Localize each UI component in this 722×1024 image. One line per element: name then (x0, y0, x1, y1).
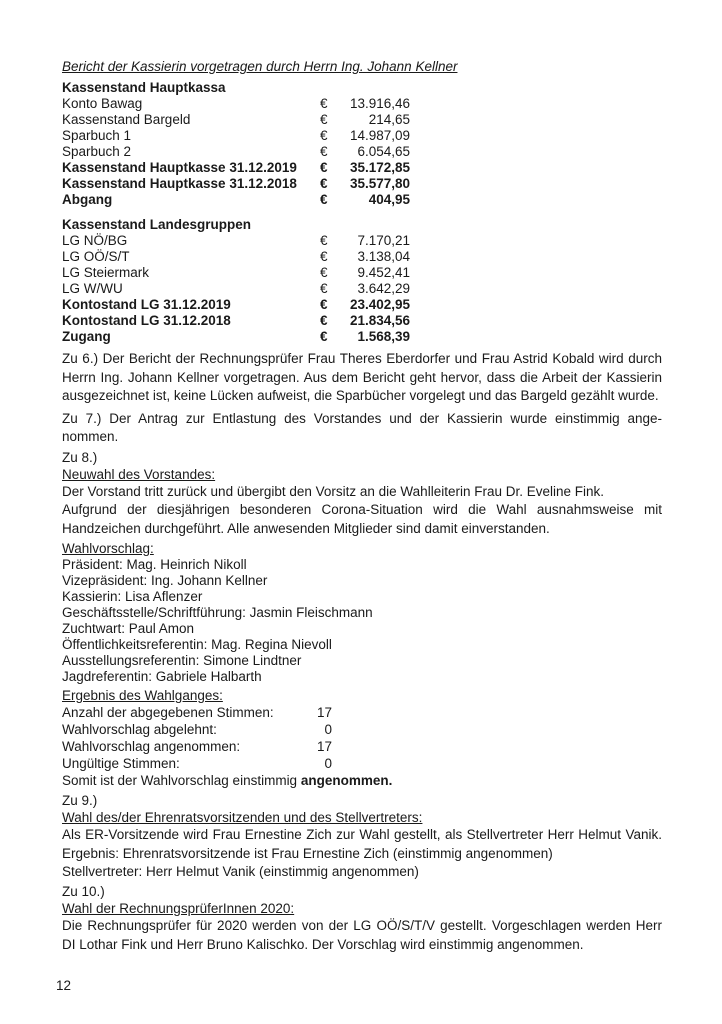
list-item-oeffentlichkeitsreferentin: Öffentlichkeitsreferentin: Mag. Regina Nievoll (62, 637, 332, 652)
currency-symbol: € (320, 265, 328, 280)
fin-row (62, 233, 662, 249)
fin-section-landesgruppen (62, 216, 662, 345)
section-heading-rechnungspruefer: Wahl der RechnungsprüferInnen 2020: (62, 901, 295, 916)
fin-row (62, 96, 662, 112)
fin-row-label: Zugang (62, 329, 111, 344)
fin-heading-landesgruppen: Kassenstand Landesgruppen (62, 217, 252, 232)
currency-symbol: € (320, 160, 328, 175)
vote-label: Wahlvorschlag abgelehnt: (62, 722, 217, 737)
section-heading-wahlvorschlag: Wahlvorschlag: (62, 541, 154, 556)
fin-row-amount: 21.834,56 (349, 313, 410, 328)
fin-row-amount: 3.642,29 (357, 281, 410, 296)
fin-row-label: Kassenstand Bargeld (62, 112, 191, 127)
section-wahlvorschlag (62, 540, 662, 685)
fin-row-label: Sparbuch 2 (62, 144, 132, 159)
line-stellvertreter: Stellvertreter: Herr Helmut Vanik (einstimmig angenommen) (62, 864, 419, 879)
paragraph-zu7: Zu 7.) Der Antrag zur Entlastung des Vorstandes und der Kassierin wurde einstimmig ange-nommen. (62, 410, 662, 444)
section-heading-ehrenrat: Wahl des/der Ehrenratsvorsitzenden und des Stellvertreters: (62, 810, 423, 825)
vote-value: 0 (324, 756, 332, 771)
fin-row (62, 249, 662, 265)
fin-row-total (62, 176, 662, 192)
fin-row-amount: 9.452,41 (357, 265, 410, 280)
document-page (62, 58, 662, 954)
currency-symbol: € (320, 176, 328, 191)
list-item-jagdreferentin: Jagdreferentin: Gabriele Halbarth (62, 669, 262, 684)
vote-conclusion-text: Somit ist der Wahlvorschlag einstimmig (62, 773, 301, 788)
fin-row-amount: 6.054,65 (357, 144, 410, 159)
paragraph-neuwahl-1: Der Vorstand tritt zurück und übergibt den Vorsitz an die Wahlleiterin Frau Dr. Eveline Fink. (62, 483, 605, 499)
currency-symbol: € (320, 329, 328, 344)
fin-row-label: Kassenstand Hauptkasse 31.12.2019 (62, 160, 297, 175)
fin-heading-hauptkassa: Kassenstand Hauptkassa (62, 80, 226, 95)
paragraph-zu6: Zu 6.) Der Bericht der Rechnungsprüfer Frau Theres Eberdorfer und Frau Astrid Kobald wird durch Herrn Ing. Johann Kellner vorgetragen. Aus dem Bericht geht hervor, dass die Arbeit der Kassierin ausgezeichnet ist, keine Lücken aufweist, die Sparbücher vorgelegt und das Bargeld gezählt wurde. (62, 351, 662, 403)
item-label-zu10: Zu 10.) (62, 884, 105, 899)
fin-row-amount: 404,95 (368, 192, 410, 207)
currency-symbol: € (320, 112, 328, 127)
vote-row (62, 738, 662, 755)
fin-row-total (62, 297, 662, 313)
fin-row-label: Konto Bawag (62, 96, 143, 111)
fin-row-total (62, 192, 662, 208)
paragraph-ehrenrat: Als ER-Vorsitzende wird Frau Ernestine Zich zur Wahl gestellt, als Stellvertreter Herr Helmut Vanik. Ergebnis: Ehrenratsvorsitzende ist Frau Ernestine Zich (einstimmig angenommen) (62, 827, 662, 861)
fin-row (62, 265, 662, 281)
currency-symbol: € (320, 192, 328, 207)
fin-row-amount: 214,65 (368, 112, 410, 127)
fin-row (62, 128, 662, 144)
currency-symbol: € (320, 281, 328, 296)
currency-symbol: € (320, 144, 328, 159)
fin-row-label: Abgang (62, 192, 113, 207)
fin-row-label: Sparbuch 1 (62, 128, 132, 143)
fin-row-label: LG Steiermark (62, 265, 150, 280)
currency-symbol: € (320, 128, 328, 143)
vote-label: Wahlvorschlag angenommen: (62, 739, 241, 754)
fin-row-amount: 1.568,39 (357, 329, 410, 344)
fin-row-amount: 35.577,80 (349, 176, 410, 191)
fin-row-label: Kontostand LG 31.12.2018 (62, 313, 231, 328)
vote-label: Anzahl der abgegebenen Stimmen: (62, 705, 274, 720)
paragraph-neuwahl-2: Aufgrund der diesjährigen besonderen Corona-Situation wird die Wahl ausnahmsweise mit Handzeichen durchgeführt. Alle anwesenden Mitglieder sind damit einverstanden. (62, 502, 662, 536)
fin-row-amount: 14.987,09 (349, 128, 410, 143)
list-item-kassierin: Kassierin: Lisa Aflenzer (62, 589, 203, 604)
currency-symbol: € (320, 96, 328, 111)
fin-row-label: Kassenstand Hauptkasse 31.12.2018 (62, 176, 297, 191)
section-heading-ergebnis: Ergebnis des Wahlganges: (62, 688, 223, 703)
fin-row-total (62, 160, 662, 176)
page-number: 12 (56, 978, 72, 993)
fin-row (62, 112, 662, 128)
vote-conclusion (62, 772, 662, 789)
fin-row-label: LG NÖ/BG (62, 233, 128, 248)
vote-value: 17 (316, 739, 332, 754)
fin-row-amount: 3.138,04 (357, 249, 410, 264)
list-item-geschaeftsstelle: Geschäftsstelle/Schriftführung: Jasmin Fleischmann (62, 605, 373, 620)
fin-row-label: LG OÖ/S/T (62, 249, 130, 264)
page-title: Bericht der Kassierin vorgetragen durch Herrn Ing. Johann Kellner (62, 59, 458, 74)
vote-value: 0 (324, 722, 332, 737)
currency-symbol: € (320, 313, 328, 328)
fin-row-total (62, 313, 662, 329)
fin-section-hauptkassa (62, 79, 662, 208)
item-label-zu9: Zu 9.) (62, 793, 98, 808)
fin-row-amount: 23.402,95 (349, 297, 410, 312)
fin-row (62, 144, 662, 160)
vote-conclusion-result: angenommen. (300, 773, 393, 788)
section-heading-neuwahl: Neuwahl des Vorstandes: (62, 466, 216, 482)
fin-row-total (62, 329, 662, 345)
list-item-zuchtwart: Zuchtwart: Paul Amon (62, 621, 195, 636)
list-item-ausstellungsreferentin: Ausstellungsreferentin: Simone Lindtner (62, 653, 302, 668)
list-item-praesident: Präsident: Mag. Heinrich Nikoll (62, 557, 247, 572)
fin-row-amount: 35.172,85 (349, 160, 410, 175)
vote-row (62, 721, 662, 738)
paragraph-rechnungspruefer: Die Rechnungsprüfer für 2020 werden von der LG OÖ/S/T/V gestellt. Vorgeschlagen werden Herr DI Lothar Fink und Herr Bruno Kalischko. Der Vorschlag wird einstimmig angenommen. (62, 918, 662, 952)
vote-row (62, 704, 662, 721)
vote-value: 17 (316, 705, 332, 720)
currency-symbol: € (320, 249, 328, 264)
fin-row-amount: 13.916,46 (349, 96, 410, 111)
fin-row-amount: 7.170,21 (357, 233, 410, 248)
section-zu10 (62, 883, 662, 954)
currency-symbol: € (320, 233, 328, 248)
currency-symbol: € (320, 297, 328, 312)
fin-row-label: Kontostand LG 31.12.2019 (62, 297, 231, 312)
section-ergebnis (62, 687, 662, 789)
list-item-vizepraesident: Vizepräsident: Ing. Johann Kellner (62, 573, 268, 588)
item-label-zu8: Zu 8.) (62, 449, 98, 465)
fin-row-label: LG W/WU (62, 281, 123, 296)
fin-row (62, 281, 662, 297)
section-zu9 (62, 792, 662, 880)
section-zu8 (62, 449, 662, 539)
vote-label: Ungültige Stimmen: (62, 756, 180, 771)
vote-row (62, 755, 662, 772)
